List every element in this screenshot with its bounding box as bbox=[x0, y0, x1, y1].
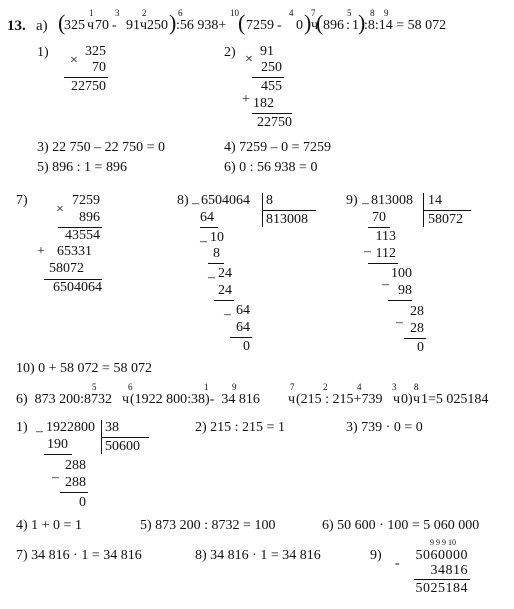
minus-sign: – bbox=[362, 196, 369, 211]
order-mark: 9 bbox=[232, 382, 237, 392]
minus-sign: – bbox=[192, 196, 199, 211]
order-mark: 8 bbox=[414, 382, 419, 392]
order-mark: 7 bbox=[290, 382, 295, 392]
expr-b-part: 6) 873 200:8732 bbox=[16, 392, 113, 407]
step-text: 10) 0 + 58 072 = 58 072 bbox=[16, 361, 152, 376]
order-mark: 2 bbox=[323, 382, 328, 392]
product: 22750 bbox=[71, 79, 106, 94]
factor-top: 7259 bbox=[72, 193, 100, 208]
product: 6504064 bbox=[53, 280, 102, 295]
division-row: 112 bbox=[375, 246, 396, 261]
minus-sign: – bbox=[36, 424, 43, 439]
plus-sign: + bbox=[37, 244, 45, 259]
result-line bbox=[252, 77, 284, 78]
expr-b-part: (215 : 215+739 bbox=[296, 392, 383, 407]
times-sign: × bbox=[245, 52, 253, 67]
order-mark: 1 bbox=[89, 8, 94, 18]
division-row: 24 bbox=[218, 266, 232, 281]
minus-sign: – bbox=[208, 270, 215, 285]
mult-dot-sign: ч bbox=[122, 392, 130, 407]
division-line bbox=[200, 227, 218, 228]
order-mark: 6 bbox=[178, 8, 183, 18]
order-mark: 3 bbox=[392, 382, 397, 392]
factor-top: 91 bbox=[260, 44, 274, 59]
part-label: а) bbox=[36, 18, 48, 34]
minus-sign: – bbox=[382, 277, 389, 292]
division-row: 190 bbox=[47, 437, 68, 452]
division-row: 28 bbox=[410, 304, 424, 319]
result-line bbox=[64, 77, 108, 78]
open-bracket: ( bbox=[316, 10, 324, 35]
order-mark: 5 bbox=[347, 8, 352, 18]
order-mark: 9 bbox=[384, 8, 389, 18]
partial-product: 65331 bbox=[57, 244, 92, 259]
expr-a-part: 1 bbox=[352, 18, 359, 33]
colon-sign: : bbox=[346, 18, 350, 33]
division-line bbox=[214, 300, 234, 301]
order-mark: 4 bbox=[289, 8, 294, 18]
expr-a-part: 896 bbox=[323, 18, 344, 33]
quotient: 50600 bbox=[105, 439, 140, 454]
division-row: 64 bbox=[236, 303, 250, 318]
order-mark: 4 bbox=[357, 382, 362, 392]
factor-top: 325 bbox=[85, 44, 106, 59]
expr-a-part: 91 bbox=[126, 18, 140, 33]
division-row: 64 bbox=[236, 320, 250, 335]
partial-product: 43554 bbox=[65, 228, 100, 243]
division-row: 113 bbox=[375, 229, 396, 244]
step-text: 2) 215 : 215 = 1 bbox=[195, 420, 285, 435]
division-row: 288 bbox=[65, 458, 86, 473]
division-row: 100 bbox=[391, 266, 412, 281]
division-line bbox=[388, 300, 412, 301]
expr-a-part: - bbox=[112, 18, 117, 33]
step-label: 8) bbox=[177, 193, 189, 208]
division-row: 8 bbox=[213, 246, 220, 261]
minus-sign: – bbox=[224, 307, 231, 322]
factor-bottom: 70 bbox=[92, 60, 106, 75]
divisor: 14 bbox=[428, 193, 442, 208]
subtrahend: 34816 bbox=[430, 563, 468, 578]
partial-product: 58072 bbox=[49, 261, 84, 276]
expr-a-part: :8:14 = 58 072 bbox=[364, 18, 447, 33]
partial-product: 182 bbox=[253, 96, 274, 111]
minus-sign: – bbox=[396, 315, 403, 330]
expr-a-part: 325 bbox=[64, 18, 85, 33]
order-mark: 7 bbox=[311, 8, 316, 18]
division-row: 24 bbox=[218, 283, 232, 298]
mult-dot-sign: ч bbox=[87, 18, 95, 33]
minus-sign: – bbox=[52, 470, 59, 485]
result-line bbox=[414, 579, 470, 580]
division-line bbox=[101, 437, 149, 438]
dividend: 813008 bbox=[371, 193, 413, 208]
order-mark: 6 bbox=[128, 382, 133, 392]
order-mark: 3 bbox=[115, 8, 120, 18]
step-text: 3) 22 750 – 22 750 = 0 bbox=[37, 140, 166, 155]
step-text: 5) 873 200 : 8732 = 100 bbox=[140, 518, 276, 533]
step-text: 4) 1 + 0 = 1 bbox=[16, 518, 82, 533]
expr-a-part: 70 bbox=[95, 18, 109, 33]
expr-a-part: 7259 bbox=[246, 18, 274, 33]
factor-bottom: 896 bbox=[79, 210, 100, 225]
dividend: 6504064 bbox=[201, 193, 250, 208]
close-bracket: ) bbox=[304, 10, 312, 35]
mult-dot-sign: ч bbox=[311, 18, 319, 33]
step-label: 9) bbox=[346, 193, 358, 208]
mult-dot-sign: ч bbox=[140, 18, 148, 33]
division-row: 28 bbox=[410, 321, 424, 336]
close-bracket: ) bbox=[169, 10, 177, 35]
step-label: 2) bbox=[224, 45, 236, 60]
minuend: 5060000 bbox=[415, 548, 468, 563]
quotient: 58072 bbox=[428, 212, 463, 227]
factor-bottom: 250 bbox=[261, 60, 282, 75]
step-text: 4) 7259 – 0 = 7259 bbox=[224, 140, 332, 155]
division-line bbox=[44, 454, 72, 455]
plus-sign: + bbox=[242, 92, 250, 107]
step-text: 5) 896 : 1 = 896 bbox=[37, 160, 127, 175]
minus-sign: – bbox=[200, 234, 207, 249]
minus-sign: – bbox=[364, 244, 371, 259]
division-line bbox=[262, 210, 316, 211]
step-text: 7) 34 816 · 1 = 34 816 bbox=[16, 548, 142, 563]
open-bracket: ( bbox=[238, 10, 246, 35]
result-line bbox=[252, 113, 292, 114]
order-mark: 2 bbox=[142, 8, 147, 18]
mult-dot-sign: ч bbox=[413, 392, 421, 407]
expr-b-part: (1922 800:38)- 34 816 bbox=[130, 392, 260, 407]
borrow-marks: 9 9 9 10 bbox=[430, 538, 456, 547]
mult-dot-sign: ч bbox=[288, 392, 296, 407]
division-line bbox=[423, 210, 471, 211]
division-row: 0 bbox=[79, 495, 86, 510]
order-mark: 8 bbox=[370, 8, 375, 18]
step-text: 6) 50 600 · 100 = 5 060 000 bbox=[322, 518, 480, 533]
product: 22750 bbox=[257, 115, 292, 130]
quotient: 813008 bbox=[266, 212, 308, 227]
expr-a-part: :56 938+ bbox=[176, 18, 227, 33]
division-row: 10 bbox=[210, 230, 224, 245]
step-label: 1) bbox=[16, 420, 28, 435]
times-sign: × bbox=[70, 53, 78, 68]
division-row: 0 bbox=[243, 339, 250, 354]
division-line bbox=[60, 492, 88, 493]
division-line bbox=[230, 337, 252, 338]
close-bracket: ) bbox=[358, 10, 366, 35]
difference: 5025184 bbox=[415, 581, 468, 596]
division-row: 0 bbox=[417, 340, 424, 355]
division-row: 64 bbox=[200, 210, 214, 225]
mult-dot-sign: ч bbox=[393, 392, 401, 407]
division-line bbox=[208, 263, 224, 264]
division-line bbox=[404, 338, 426, 339]
divisor: 38 bbox=[105, 420, 119, 435]
division-line bbox=[368, 227, 390, 228]
step-text: 3) 739 · 0 = 0 bbox=[346, 420, 423, 435]
division-row: 98 bbox=[398, 283, 412, 298]
dividend: 1922800 bbox=[46, 420, 95, 435]
order-mark: 1 bbox=[204, 382, 209, 392]
times-sign: × bbox=[56, 202, 64, 217]
open-bracket: ( bbox=[58, 10, 66, 35]
expr-a-part: 250 bbox=[147, 18, 168, 33]
order-mark: 10 bbox=[230, 8, 239, 18]
expr-b-part: 0) bbox=[401, 392, 413, 407]
expr-a-part: 0 bbox=[296, 18, 303, 33]
expr-a-part: - bbox=[277, 18, 282, 33]
order-mark: 5 bbox=[92, 382, 97, 392]
step-text: 6) 0 : 56 938 = 0 bbox=[224, 160, 318, 175]
step-label: 7) bbox=[16, 193, 28, 208]
partial-product: 455 bbox=[261, 79, 282, 94]
step-label: 1) bbox=[37, 45, 49, 60]
minus-sign: - bbox=[395, 556, 400, 571]
divisor: 8 bbox=[266, 193, 273, 208]
division-row: 288 bbox=[65, 475, 86, 490]
division-line bbox=[368, 263, 398, 264]
step-text: 8) 34 816 · 1 = 34 816 bbox=[195, 548, 321, 563]
step-label: 9) bbox=[370, 548, 382, 563]
division-row: 70 bbox=[372, 210, 386, 225]
expr-b-part: 1=5 025184 bbox=[421, 392, 489, 407]
problem-number: 13. bbox=[7, 18, 26, 34]
